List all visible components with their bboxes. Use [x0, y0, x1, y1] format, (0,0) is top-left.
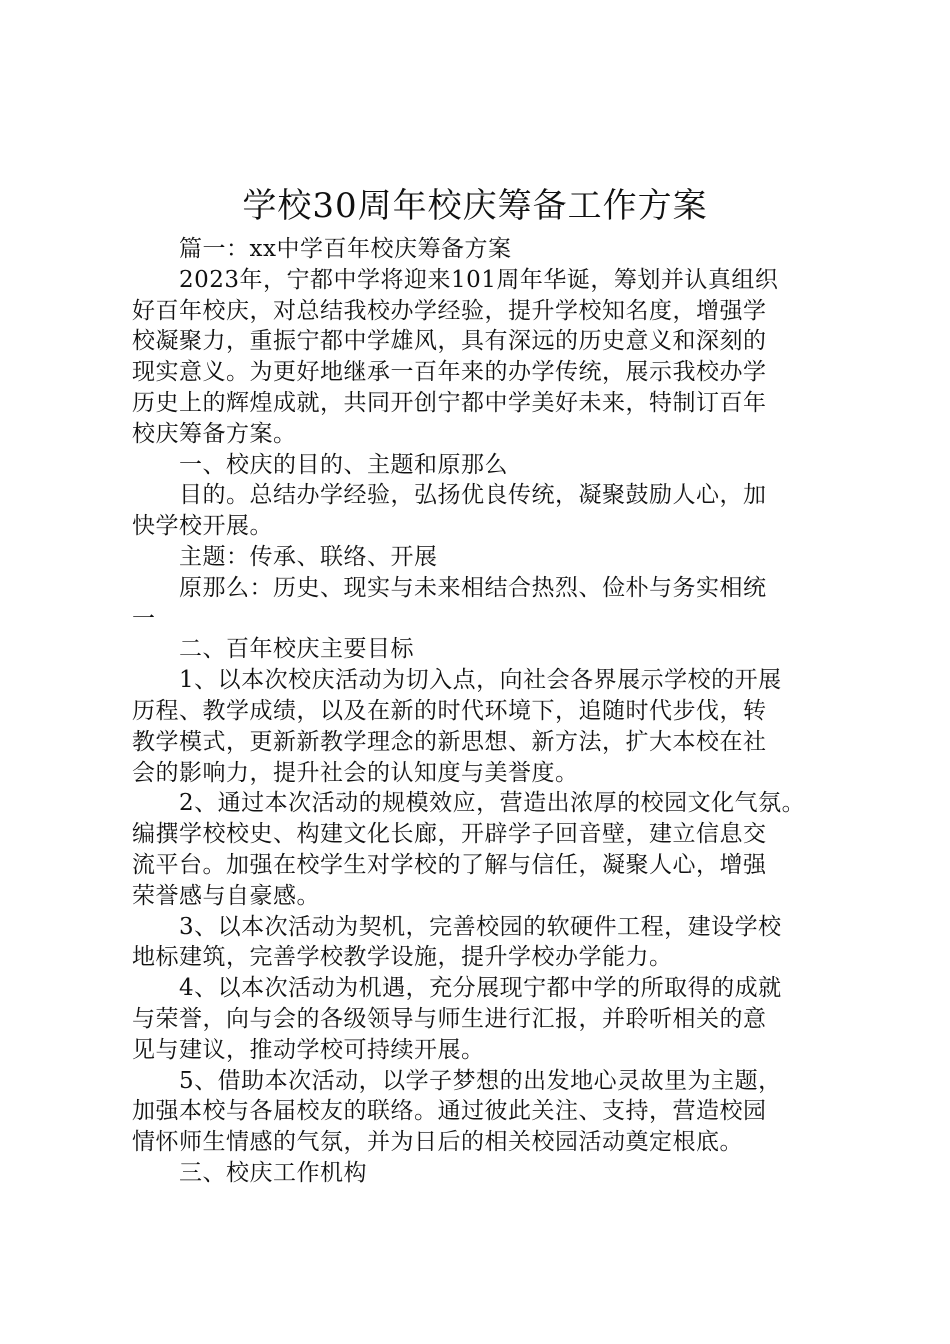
- text-line: 一: [132, 605, 156, 632]
- text-line: 原那么：历史、现实与未来相结合热烈、俭朴与务实相统: [179, 574, 767, 601]
- text-line: 1、以本次校庆活动为切入点，向社会各界展示学校的开展: [179, 667, 782, 694]
- document-title: 学校30周年校庆筹备工作方案: [242, 186, 708, 226]
- text-line: 与荣誉，向与会的各级领导与师生进行汇报，并聆听相关的意: [132, 1005, 767, 1032]
- text-line: 二、百年校庆主要目标: [179, 636, 414, 663]
- text-line: 校庆筹备方案。: [132, 420, 297, 447]
- text-line: 快学校开展。: [132, 513, 273, 540]
- text-line: 地标建筑，完善学校教学设施，提升学校办学能力。: [132, 944, 673, 971]
- text-line: 好百年校庆，对总结我校办学经验，提升学校知名度，增强学: [132, 297, 767, 324]
- text-line: 主题：传承、联络、开展: [179, 543, 438, 570]
- text-line: 2023年，宁都中学将迎来101周年华诞，筹划并认真组织: [179, 266, 779, 293]
- text-line: 流平台。加强在校学生对学校的了解与信任，凝聚人心，增强: [132, 851, 767, 878]
- text-line: 目的。总结办学经验，弘扬优良传统，凝聚鼓励人心，加: [179, 482, 767, 509]
- text-line: 2、通过本次活动的规模效应，营造出浓厚的校园文化气氛。: [179, 790, 806, 817]
- document-body: [132, 234, 852, 1189]
- text-line: 5、借助本次活动，以学子梦想的出发地心灵故里为主题，: [179, 1067, 782, 1094]
- text-line: 加强本校与各届校友的联络。通过彼此关注、支持，营造校园: [132, 1098, 767, 1125]
- text-line: 篇一：xx中学百年校庆筹备方案: [179, 236, 512, 262]
- text-line: 一、校庆的目的、主题和原那么: [179, 451, 508, 478]
- text-line: 荣誉感与自豪感。: [132, 882, 320, 909]
- text-line: 编撰学校校史、构建文化长廊，开辟学子回音壁，建立信息交: [132, 821, 767, 848]
- text-line: 情怀师生情感的气氛，并为日后的相关校园活动奠定根底。: [132, 1129, 743, 1156]
- text-line: 三、校庆工作机构: [179, 1159, 367, 1186]
- text-line: 会的影响力，提升社会的认知度与美誉度。: [132, 759, 579, 786]
- text-line: 现实意义。为更好地继承一百年来的办学传统，展示我校办学: [132, 359, 767, 386]
- text-line: 见与建议，推动学校可持续开展。: [132, 1036, 485, 1063]
- text-line: 历史上的辉煌成就，共同开创宁都中学美好未来，特制订百年: [132, 389, 767, 416]
- text-line: 校凝聚力，重振宁都中学雄风，具有深远的历史意义和深刻的: [132, 328, 767, 355]
- text-line: 3、以本次活动为契机，完善校园的软硬件工程，建设学校: [179, 913, 782, 940]
- text-line: 历程、教学成绩，以及在新的时代环境下，追随时代步伐，转: [132, 697, 767, 724]
- text-line: 4、以本次活动为机遇，充分展现宁都中学的所取得的成就: [179, 975, 782, 1002]
- text-line: 教学模式，更新新教学理念的新思想、新方法，扩大本校在社: [132, 728, 767, 755]
